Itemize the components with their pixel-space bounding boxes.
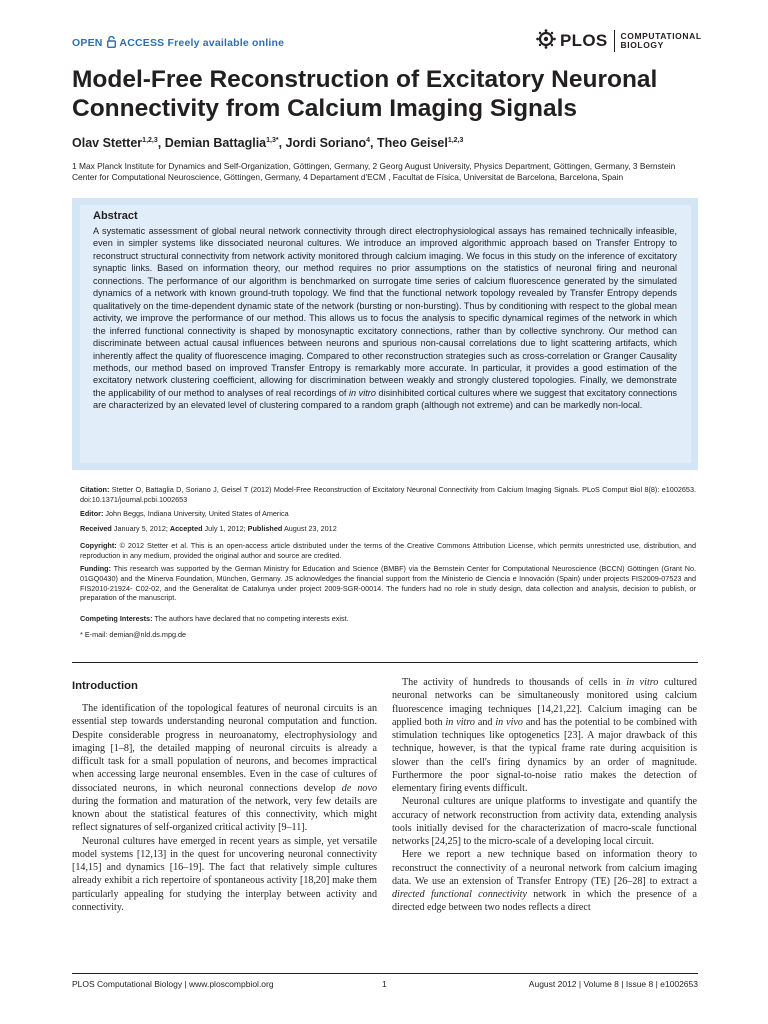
author-list: Olav Stetter$^{1,2,3}$, Demian Battaglia$^{1,3*}$, Jordi Soriano$^4$, Theo Geisel$^{1,2,3}$ bbox=[72, 136, 464, 150]
page-number: 1 bbox=[382, 979, 387, 989]
corresponding-email[interactable]: * E-mail: demian@nld.ds.mpg.de bbox=[80, 630, 187, 639]
author-name: Jordi Soriano bbox=[285, 136, 367, 150]
paragraph-italic: de novo bbox=[341, 782, 377, 794]
journal-subtitle bbox=[621, 32, 702, 51]
footer-journal[interactable]: PLOS Computational Biology | www.ploscompbiol.org bbox=[72, 979, 274, 989]
journal-subtitle-line1: COMPUTATIONAL bbox=[620, 30, 702, 41]
introduction-heading: Introduction bbox=[72, 680, 138, 692]
author-affil-sup: 4 bbox=[366, 136, 371, 144]
paragraph-text: Here we report a new technique based on information theory to reconstruct the connectivity of a neuronal network from calcium imaging data. We use an extension of Transfer Entropy (TE) [26–28] to extract a bbox=[392, 849, 697, 887]
paragraph-italic: in vitro bbox=[626, 677, 659, 688]
left-column bbox=[72, 702, 377, 914]
paragraph-italic: in vitro bbox=[445, 716, 475, 728]
accepted-label: Accepted bbox=[169, 524, 203, 533]
abstract-text bbox=[93, 225, 677, 412]
paragraph bbox=[392, 848, 697, 914]
author-name: Olav Stetter bbox=[72, 136, 143, 150]
editor bbox=[80, 509, 696, 519]
author-name: Demian Battaglia bbox=[164, 136, 267, 150]
published-label: Published bbox=[247, 524, 283, 533]
journal-subtitle-line2: BIOLOGY bbox=[620, 40, 664, 50]
dates bbox=[80, 524, 696, 534]
logo-divider bbox=[614, 30, 615, 52]
paragraph bbox=[72, 702, 377, 835]
citation-label: Citation: bbox=[80, 485, 110, 494]
access-label: ACCESS bbox=[119, 37, 165, 49]
paragraph-text: cultured neuronal networks can be simultaneously monitored using calcium fluorescence imaging techniques [14,21,22]. Calcium imaging can be applied both bbox=[392, 677, 697, 728]
citation-text: Stetter O, Battaglia D, Soriano J, Geisel T (2012) Model-Free Reconstruction of Excitatory Neuronal Connectivity from Calcium Imaging Signals. PLoS Comput Biol 8(8): e1002653. doi:10.1371/journal.pcbi.1002653 bbox=[80, 485, 696, 504]
paragraph: Neuronal cultures are unique platforms to investigate and quantify the accuracy of network reconstruction from activity data, extending analysis tools initially devised for the characterization of macro-scale functional networks [24,25] to the micro-scale of a developing local circuit. bbox=[392, 796, 697, 847]
accepted-date: July 1, 2012; bbox=[202, 524, 248, 533]
received-date: January 5, 2012; bbox=[111, 524, 170, 533]
editor-label: Editor: bbox=[80, 509, 104, 518]
funding-text: This research was supported by the German Ministry for Education and Science (BMBF) via the Bernstein Center for Computational Neuroscience (BCCN) Göttingen (Grant No. 01GQ0430) and the Minerva Foundation, München, Germany. JS acknowledges the financial support from the Ministerio de Ciencia e Innovación (Spain) under projects FIS2009-07523 and FIS2010-21924- C02-02, and the Generalitat de Catalunya under project 2009-SGR-00014. The funders had no role in study design, data collection and analysis, decision to publish, or preparation of the manuscript. bbox=[80, 564, 696, 603]
funding-label: Funding: bbox=[80, 564, 112, 573]
paragraph: Neuronal cultures have emerged in recent years as simple, yet versatile model systems [12,13] in the quest for uncovering neuronal connectivity [14,15] and dynamics [16–19]. The fact that relatively simple cultures already exhibit a rich repertoire of spontaneous activity [18,20] make them particularly appealing for studying the interplay between activity and connectivity. bbox=[72, 835, 377, 913]
abstract-text-part: disinhibited cortical cultures where we suggest that excitatory connections are characterized by an elevated level of clustering compared to a random graph (although not extreme) and can be markedly non-local. bbox=[93, 387, 677, 411]
published-date: August 23, 2012 bbox=[282, 524, 337, 533]
paragraph-text: The identification of the topological features of neuronal circuits is an essential step towards understanding neuronal computation and function. Despite considerable progress in neuroanatomy, electrophysiology and imaging [1–8], the detailed mapping of neuronal circuits is already a difficult task for a small population of neurons, and becomes impractical when accessing large neuronal ensembles. Even in the case of cultures of dissociated neurons, in which neuronal connections develop bbox=[72, 703, 377, 794]
plos-wordmark: PLOS bbox=[560, 31, 608, 50]
affiliations: 1 Max Planck Institute for Dynamics and Self-Organization, Göttingen, Germany, 2 Georg August University, Physics Department, Göttingen, Germany, 3 Bernstein Center for Computational Neuroscience, Göttingen, Germany, 4 Departament d'ECM , Facultat de Física, Universitat de Barcelona, Barcelona, Spain bbox=[72, 161, 676, 182]
plos-emblem-icon bbox=[536, 29, 556, 54]
freely-available-label: Freely available online bbox=[167, 37, 285, 49]
article-title: Model-Free Reconstruction of Excitatory Neuronal Connectivity from Calcium Imaging Signals bbox=[72, 66, 658, 122]
footer-divider bbox=[72, 973, 698, 974]
right-column bbox=[392, 676, 697, 915]
open-label: OPEN bbox=[72, 37, 103, 49]
abstract-text-italic: in vitro bbox=[349, 387, 376, 398]
abstract-text-part: A systematic assessment of global neural network connectivity through direct electrophysiological assays has remained technically infeasible, even in simpler systems like dissociated neuronal cultures. We introduce an improved algorithmic approach based on Transfer Entropy to reconstruct structural connectivity from network activity monitored through calcium imaging. We focus in this study on the inference of excitatory synaptic links. Based on information theory, our method requires no prior assumptions on the statistics of neuronal firing and neuronal connections. The performance of our algorithm is benchmarked on surrogate time series of calcium fluorescence generated by the simulated dynamics of a network with known ground-truth topology. We find that the functional network topology revealed by Transfer Entropy depends qualitatively on the time-dependent dynamic state of the network (bursting or non-bursting). Thus by conditioning with respect to the global mean activity, we improve the performance of our method. This allows us to focus the analysis to specific dynamical regimes of the network in which the inferred functional connectivity is shaped by monosynaptic excitatory connections, rather than by collective synchrony. Our method can discriminate between actual causal influences between neurons and spurious non-causal correlations due to light scattering artifacts, which inherently affect the quality of fluorescence imaging. Compared to other reconstruction strategies such as cross-correlation or Granger Causality methods, our method based on improved Transfer Entropy is remarkably more accurate. In particular, it provides a good estimation of the excitatory network clustering coefficient, allowing for discrimination between weakly and strongly clustered topologies. Finally, we demonstrate the applicability of our method to analyses of real recordings of bbox=[93, 226, 677, 398]
paragraph-text: during the formation and maturation of the network, very few details are known about the statistical features of this connectivity, which might reflect signatures of self-organized critical activity [9–11]. bbox=[72, 795, 377, 834]
copyright bbox=[80, 541, 696, 561]
journal-logo bbox=[536, 28, 702, 54]
footer-issue-info: August 2012 | Volume 8 | Issue 8 | e1002653 bbox=[528, 979, 698, 989]
competing-interests bbox=[80, 614, 696, 624]
open-access-banner bbox=[72, 36, 284, 51]
abstract-heading: Abstract bbox=[93, 210, 138, 222]
author-name: Theo Geisel bbox=[376, 136, 448, 150]
author-affil-sup: 1,2,3 bbox=[142, 136, 158, 144]
competing-text: The authors have declared that no competing interests exist. bbox=[152, 614, 349, 623]
received-label: Received bbox=[80, 524, 112, 533]
funding bbox=[80, 564, 696, 603]
paragraph-text: network in which the presence of a directed edge between two nodes reflects a direct bbox=[392, 889, 697, 914]
competing-label: Competing Interests: bbox=[80, 614, 153, 623]
author-affil-sup: 1,3* bbox=[266, 136, 279, 144]
paragraph-text: The activity of hundreds to thousands of cells in bbox=[402, 677, 627, 688]
citation bbox=[80, 485, 696, 505]
author-affil-sup: 1,2,3 bbox=[447, 136, 464, 144]
open-lock-icon bbox=[107, 36, 116, 51]
paragraph-text: and bbox=[474, 716, 496, 728]
editor-text: John Beggs, Indiana University, United States of America bbox=[103, 509, 289, 518]
paragraph-text: and has the potential to be combined with stimulation techniques like optogenetics [23]. A major drawback of this technique, however, is that the typical frame rate during acquisition is slower than the cell's firing dynamics by an order of magnitude. Furthermore the poor signal-to-noise ratio makes the detection of elementary firing events difficult. bbox=[392, 716, 698, 794]
paragraph bbox=[392, 676, 697, 795]
paragraph-italic: directed functional connectivity bbox=[392, 889, 527, 900]
section-divider bbox=[72, 662, 698, 663]
copyright-label: Copyright: bbox=[80, 541, 117, 550]
paragraph-italic: in vivo bbox=[495, 716, 523, 728]
copyright-text: © 2012 Stetter et al. This is an open-access article distributed under the terms of the Creative Commons Attribution License, which permits unrestricted use, distribution, and reproduction in any medium, provided the original author and source are credited. bbox=[80, 541, 696, 560]
